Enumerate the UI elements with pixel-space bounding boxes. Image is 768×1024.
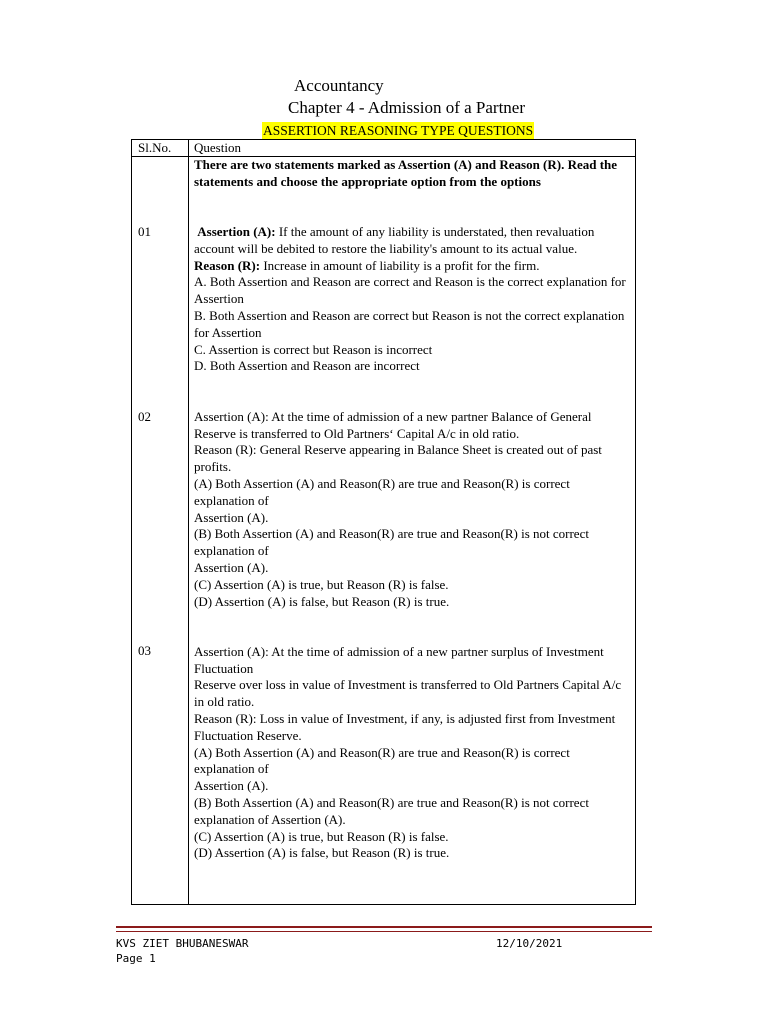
q1-reason [194,258,630,275]
instructions: There are two statements marked as Assertion (A) and Reason (R). Read the statements and choose the appropriate option from the options [194,157,618,189]
q2-line: (C) Assertion (A) is true, but Reason (R) is false. [194,576,449,592]
q3-line: (A) Both Assertion (A) and Reason(R) are true and Reason(R) is correct explanation of [194,744,570,777]
header-question: Question [194,140,241,155]
q3-line: (C) Assertion (A) is true, but Reason (R) is false. [194,828,449,844]
question-column [194,157,630,862]
footer-date: 12/10/2021 [496,937,563,950]
footer-school: KVS ZIET BHUBANESWAR [116,937,249,950]
q1-assertion-label: Assertion (A): [197,224,276,240]
q1-option: C. Assertion is correct but Reason is incorrect [194,341,433,357]
q3-line: Reason (R): Loss in value of Investment, if any, is adjusted first from Investment [194,711,616,727]
q3-number: 03 [138,643,151,658]
header-slno: Sl.No. [138,140,172,155]
footer-rule-thin [116,931,652,932]
q2-number: 02 [138,409,151,424]
q2-line: Assertion (A). [194,559,269,575]
footer-rule-thick [116,926,652,928]
q3-line: Assertion (A). [194,778,269,794]
q1-option: A. Both Assertion and Reason are correct and Reason is the correct explanation for Assertion [194,274,626,307]
q2-line: (A) Both Assertion (A) and Reason(R) are true and Reason(R) is correct explanation of [194,475,570,508]
q2-line: Assertion (A). [194,509,269,525]
q2-line: Reason (R): General Reserve appearing in Balance Sheet is created out of past profits. [194,442,602,475]
subject-title: Accountancy [294,76,384,95]
q3-line: (D) Assertion (A) is false, but Reason (R) is true. [194,845,450,861]
q2-line: (D) Assertion (A) is false, but Reason (R) is true. [194,593,450,609]
q2-line: Assertion (A): At the time of admission of a new partner Balance of General Reserve is transferred to Old Partners‘ Capital A/c in old ratio. [194,408,592,441]
q1-reason-label: Reason (R): [194,257,261,273]
q3-line: Reserve over loss in value of Investment is transferred to Old Partners Capital A/c in old ratio. [194,677,622,710]
q1-reason-text: Increase in amount of liability is a profit for the firm. [263,257,540,273]
column-divider [188,140,189,904]
chapter-title: Chapter 4 - Admission of a Partner [288,98,526,117]
q1-option: D. Both Assertion and Reason are incorrect [194,358,420,374]
q1-assertion [194,224,630,258]
q1-number: 01 [138,224,151,239]
q3-line: Assertion (A): At the time of admission of a new partner surplus of Investment Fluctuation [194,643,604,676]
q2-line: (B) Both Assertion (A) and Reason(R) are true and Reason(R) is not correct explanation of [194,526,589,559]
q3-line: (B) Both Assertion (A) and Reason(R) are true and Reason(R) is not correct explanation of Assertion (A). [194,795,589,827]
section-heading: ASSERTION REASONING TYPE QUESTIONS [263,123,534,138]
footer-page: Page 1 [116,952,156,965]
q1-assertion-text: If the amount of any liability is understated, then revaluation account will be debited to restore the liability's amount to its actual value. [194,224,595,256]
questions-table [131,139,636,905]
q3-line: Fluctuation Reserve. [194,727,302,743]
q1-option: B. Both Assertion and Reason are correct but Reason is not the correct explanation for Assertion [194,308,625,340]
